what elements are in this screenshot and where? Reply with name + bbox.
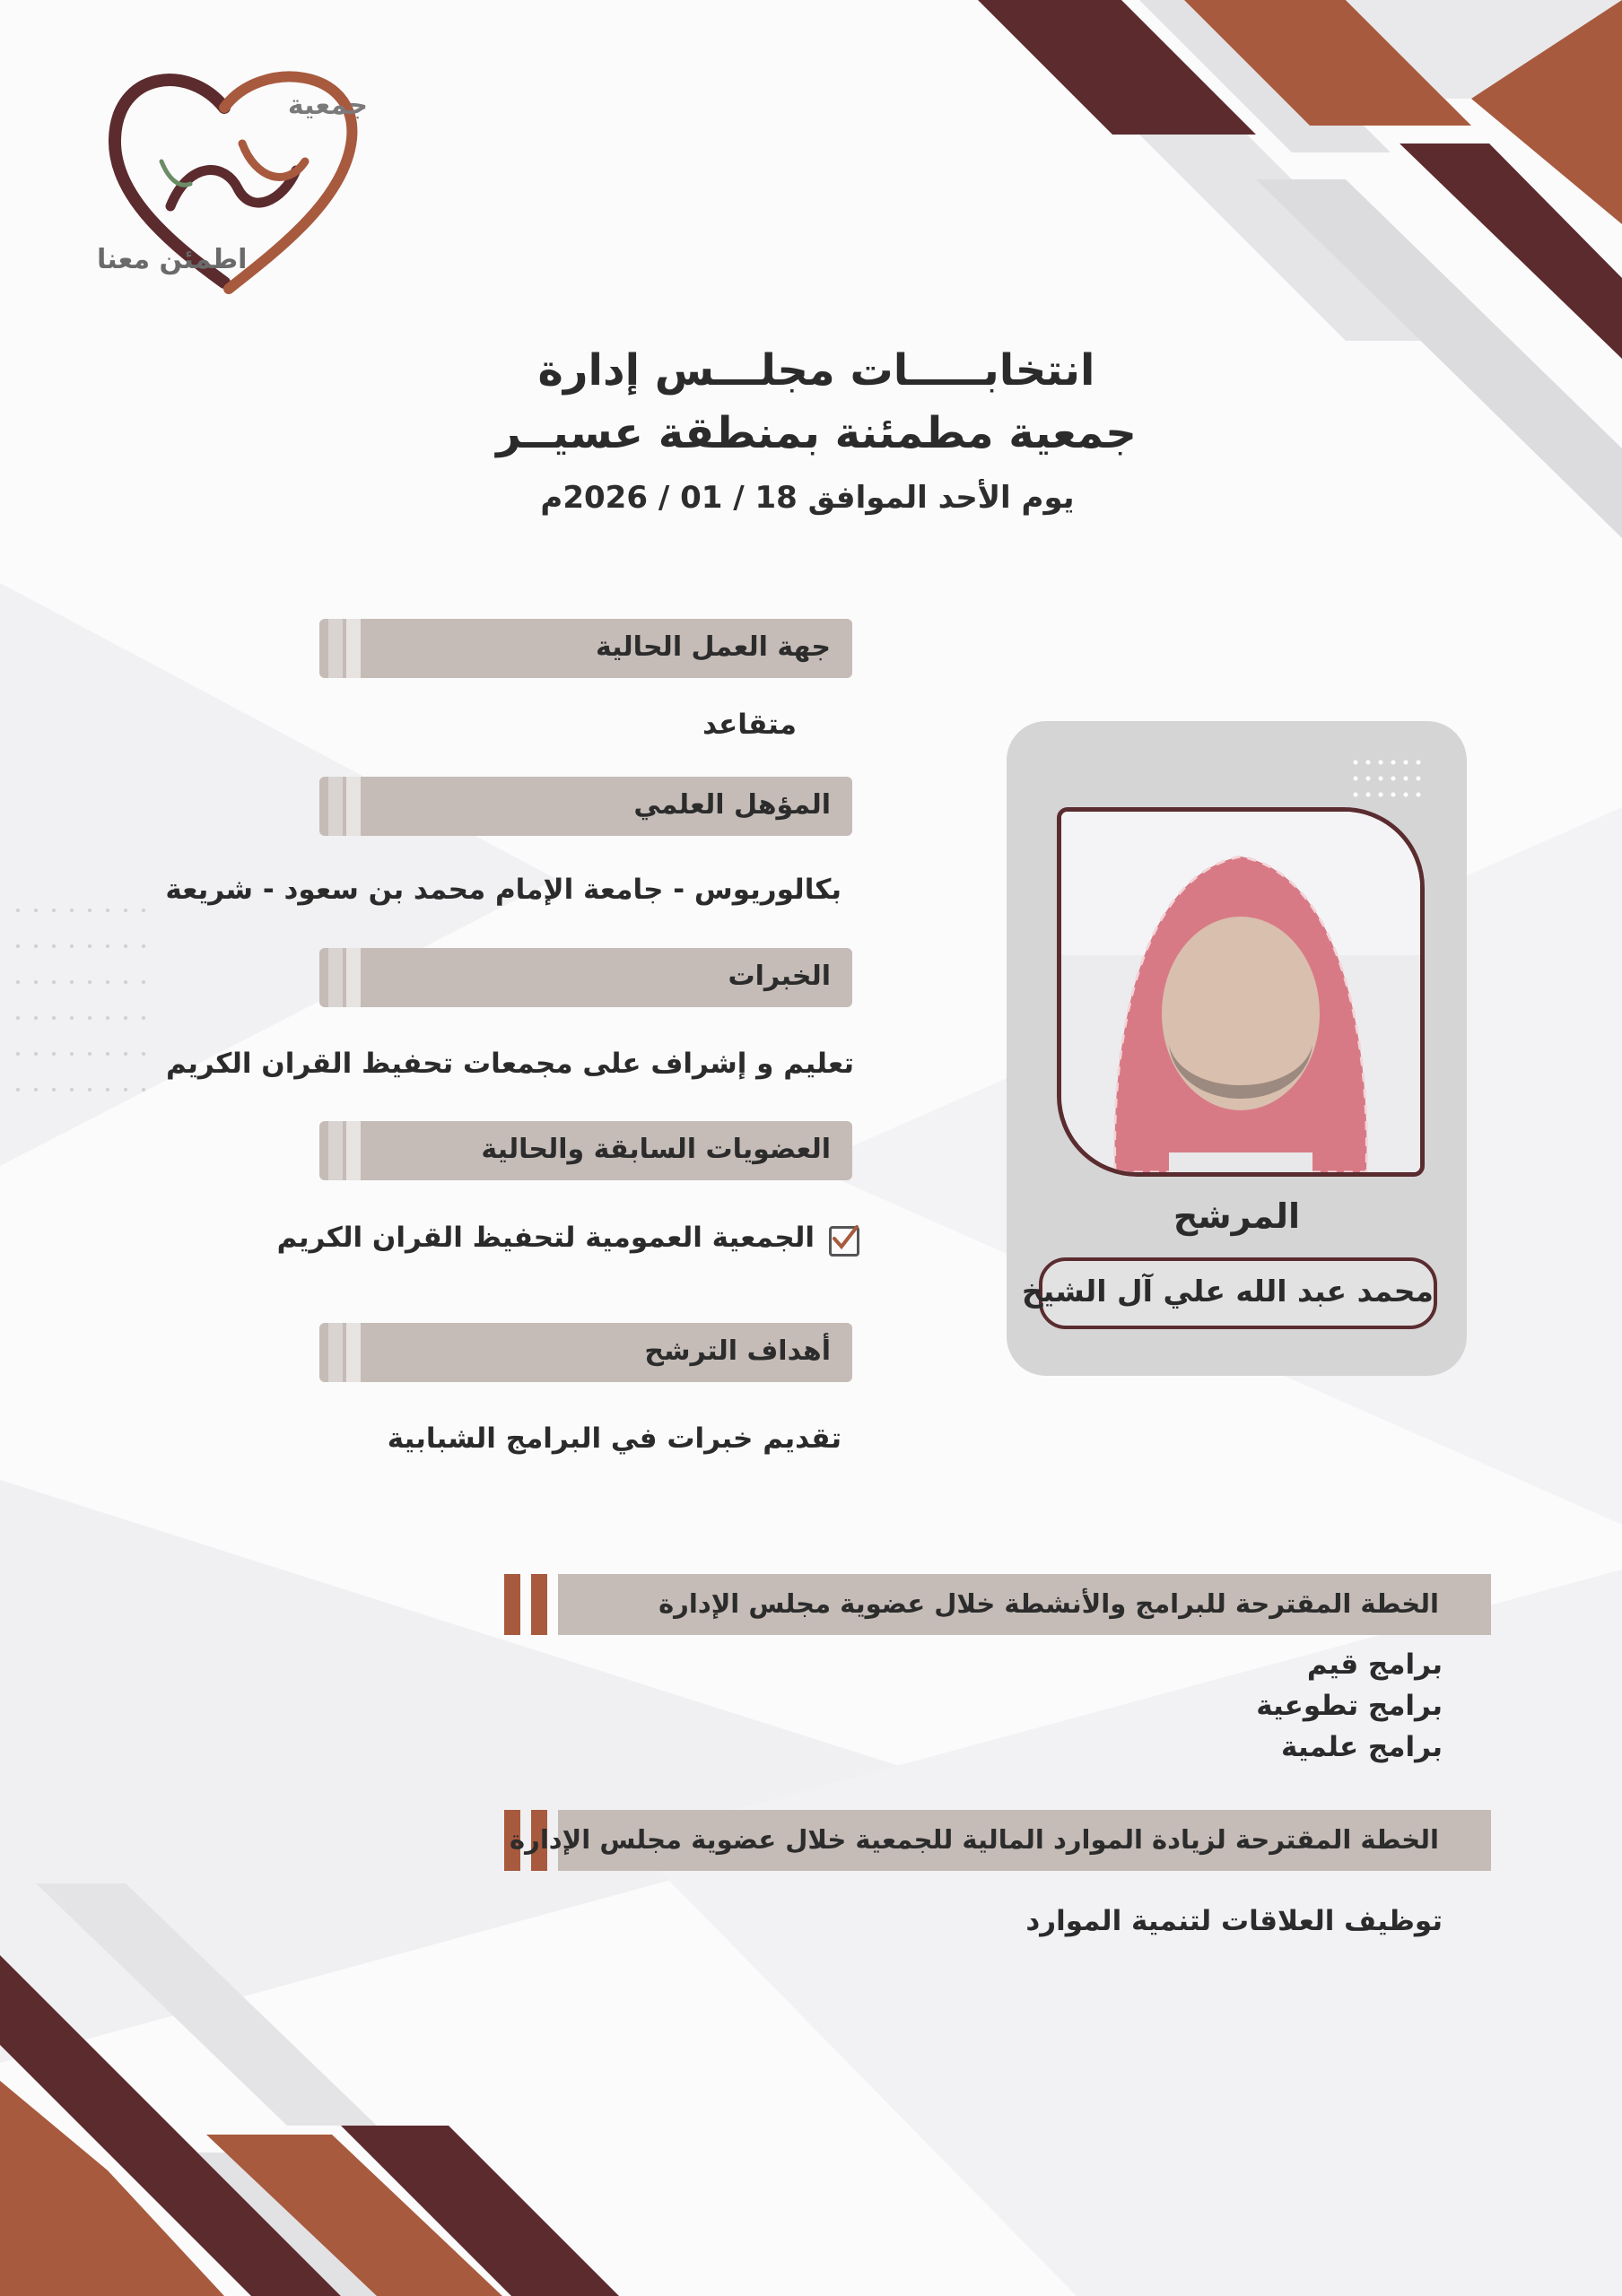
section-header-experience — [319, 948, 852, 1007]
plan-value-resources: توظيف العلاقات لتنمية الموارد — [1025, 1905, 1443, 1937]
candidate-label: المرشح — [1173, 1196, 1301, 1236]
plan-label-resources: الخطة المقترحة لزيادة الموارد المالية للجمعية خلال عضوية مجلس الإدارة — [510, 1824, 1439, 1855]
candidate-photo — [1057, 807, 1425, 1177]
page-title-line1: انتخابـــــات مجلـــس إدارة — [537, 345, 1095, 396]
section-label-experience: الخبرات — [728, 961, 831, 992]
plan-marker-programs-2 — [531, 1574, 547, 1635]
section-label-memberships: العضويات السابقة والحالية — [481, 1134, 831, 1165]
logo-tagline: اطمئن معنا — [97, 244, 248, 275]
plan-header-resources — [510, 1810, 1491, 1871]
section-value-workplace: متقاعد — [702, 709, 797, 741]
check-icon — [829, 1226, 859, 1257]
section-value-goals: تقديم خبرات في البرامج الشبابية — [387, 1422, 842, 1455]
candidate-name: محمد عبد الله علي آل الشيخ — [1022, 1274, 1434, 1309]
candidate-card — [1007, 721, 1467, 1376]
page-title-line2: جمعية مطمئنة بمنطقة عسيــر — [496, 408, 1137, 458]
association-logo — [90, 54, 377, 305]
section-label-workplace: جهة العمل الحالية — [595, 631, 831, 663]
section-header-qualification — [319, 777, 852, 836]
plan-header-programs — [558, 1574, 1491, 1635]
section-header-memberships — [319, 1121, 852, 1180]
section-label-qualification: المؤهل العلمي — [633, 789, 831, 821]
person-placeholder-icon — [1061, 812, 1420, 1172]
plan-item-2: برامج تطوعية — [1256, 1690, 1443, 1722]
logo-association-word: جمعية — [287, 90, 368, 121]
candidate-name-box — [1022, 1257, 1437, 1329]
plan-label-programs: الخطة المقترحة للبرامج والأنشطة خلال عضوية مجلس الإدارة — [658, 1588, 1439, 1619]
plan-item-3: برامج علمية — [1281, 1731, 1443, 1763]
section-header-workplace — [319, 619, 852, 678]
section-header-goals — [319, 1323, 852, 1382]
section-label-goals: أهداف الترشح — [644, 1335, 831, 1367]
plan-marker-programs — [504, 1574, 520, 1635]
section-value-qualification: بكالوريوس - جامعة الإمام محمد بن سعود - شريعة — [165, 874, 842, 906]
section-value-experience: تعليم و إشراف على مجمعات تحفيظ القران الكريم — [165, 1048, 854, 1080]
election-date: يوم الأحد الموافق 18 / 01 / 2026م — [540, 480, 1075, 516]
section-value-memberships: الجمعية العمومية لتحفيظ القران الكريم — [276, 1222, 815, 1254]
dots-decoration — [1352, 759, 1424, 804]
plan-item-1: برامج قيم — [1306, 1648, 1443, 1681]
